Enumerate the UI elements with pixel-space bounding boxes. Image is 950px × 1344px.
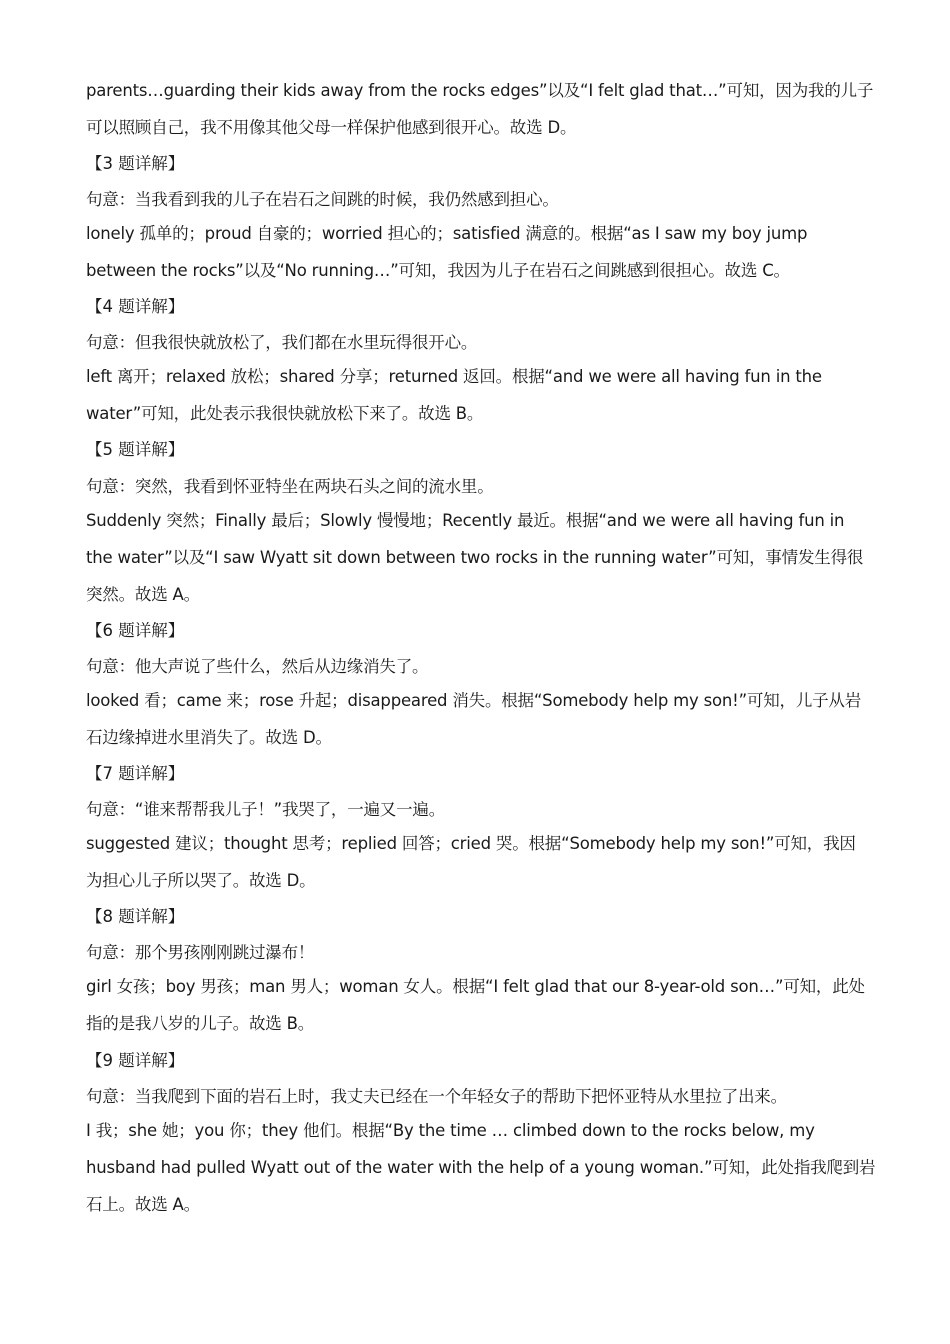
q5-heading: 【5 题详解】 bbox=[86, 440, 185, 459]
q2-analysis-line-2: 可以照顾自己，我不用像其他父母一样保护他感到很开心。故选 D。 bbox=[86, 118, 577, 137]
q9-analysis-line-3: 石上。故选 A。 bbox=[86, 1195, 200, 1214]
q8-meaning: 句意：那个男孩刚刚跳过瀑布！ bbox=[86, 943, 315, 962]
q6-meaning: 句意：他大声说了些什么，然后从边缘消失了。 bbox=[86, 657, 429, 676]
q3-analysis-line-2: between the rocks”以及“No running…”可知，我因为儿子在岩石之间跳感到很担心。故选 C。 bbox=[86, 261, 790, 280]
q7-heading: 【7 题详解】 bbox=[86, 764, 185, 783]
q8-heading: 【8 题详解】 bbox=[86, 907, 185, 926]
q3-meaning: 句意：当我看到我的儿子在岩石之间跳的时候，我仍然感到担心。 bbox=[86, 190, 559, 209]
q7-meaning: 句意：“谁来帮帮我儿子！”我哭了，一遍又一遍。 bbox=[86, 800, 445, 819]
q7-analysis-line-1: suggested 建议；thought 思考；replied 回答；cried 哭。根据“Somebody help my son!”可知，我因 bbox=[86, 834, 856, 853]
q4-analysis-line-2: water”可知，此处表示我很快就放松下来了。故选 B。 bbox=[86, 404, 484, 423]
q6-analysis-line-1: looked 看；came 来；rose 升起；disappeared 消失。根据“Somebody help my son!”可知，儿子从岩 bbox=[86, 691, 862, 710]
q4-meaning: 句意：但我很快就放松了，我们都在水里玩得很开心。 bbox=[86, 333, 478, 352]
q2-analysis-line-1: parents…guarding their kids away from the rocks edges”以及“I felt glad that…”可知，因为我的儿子 bbox=[86, 81, 874, 100]
q4-heading: 【4 题详解】 bbox=[86, 297, 185, 316]
q6-analysis-line-2: 石边缘掉进水里消失了。故选 D。 bbox=[86, 728, 332, 747]
q5-analysis-line-2: the water”以及“I saw Wyatt sit down between two rocks in the running water”可知，事情发生得很 bbox=[86, 548, 864, 567]
q5-analysis-line-3: 突然。故选 A。 bbox=[86, 585, 200, 604]
q7-analysis-line-2: 为担心儿子所以哭了。故选 D。 bbox=[86, 871, 316, 890]
q9-heading: 【9 题详解】 bbox=[86, 1051, 185, 1070]
q4-analysis-line-1: left 离开；relaxed 放松；shared 分享；returned 返回。根据“and we were all having fun in the bbox=[86, 367, 822, 386]
q9-analysis-line-2: husband had pulled Wyatt out of the water with the help of a young woman.”可知，此处指我爬到岩 bbox=[86, 1158, 876, 1177]
q9-meaning: 句意：当我爬到下面的岩石上时，我丈夫已经在一个年轻女子的帮助下把怀亚特从水里拉了出来。 bbox=[86, 1087, 787, 1106]
q5-meaning: 句意：突然，我看到怀亚特坐在两块石头之间的流水里。 bbox=[86, 477, 494, 496]
q5-analysis-line-1: Suddenly 突然；Finally 最后；Slowly 慢慢地；Recently 最近。根据“and we were all having fun in bbox=[86, 511, 845, 530]
q3-heading: 【3 题详解】 bbox=[86, 154, 185, 173]
q8-analysis-line-1: girl 女孩；boy 男孩；man 男人；woman 女人。根据“I felt glad that our 8-year-old son…”可知，此处 bbox=[86, 977, 865, 996]
q9-analysis-line-1: I 我；she 她；you 你；they 他们。根据“By the time … climbed down to the rocks below, my bbox=[86, 1121, 815, 1140]
q8-analysis-line-2: 指的是我八岁的儿子。故选 B。 bbox=[86, 1014, 315, 1033]
q3-analysis-line-1: lonely 孤单的；proud 自豪的；worried 担心的；satisfied 满意的。根据“as I saw my boy jump bbox=[86, 224, 808, 243]
q6-heading: 【6 题详解】 bbox=[86, 621, 185, 640]
